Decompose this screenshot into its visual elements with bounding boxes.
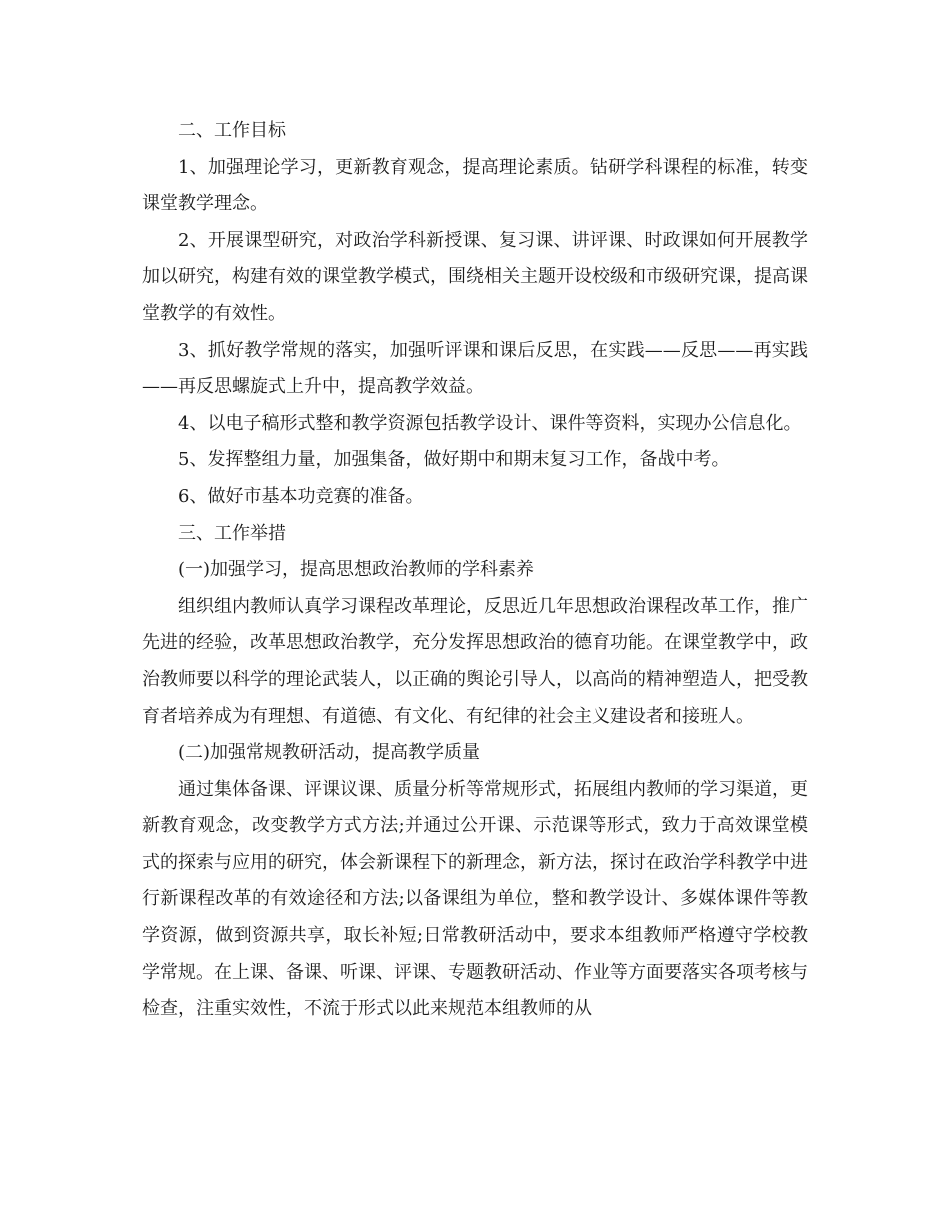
goal-item-2: 2、开展课型研究，对政治学科新授课、复习课、讲评课、时政课如何开展教学加以研究，构建有效的课堂教学模式，围绕相关主题开设校级和市级研究课，提高课堂教学的有效性。 bbox=[142, 229, 808, 324]
goal-item-4: 4、以电子稿形式整和教学资源包括教学设计、课件等资料，实现办公信息化。 bbox=[178, 412, 802, 434]
goal-item-3: 3、抓好教学常规的落实，加强听评课和课后反思，在实践——反思——再实践——再反思螺旋式上升中，提高教学效益。 bbox=[142, 339, 808, 398]
paragraph-research-details: 通过集体备课、评课议课、质量分析等常规形式，拓展组内教师的学习渠道，更新教育观念，改变教学方式方法;并通过公开课、示范课等形式，致力于高效课堂模式的探索与应用的研究，体会新课程下的新理念，新方法，探讨在政治学科教学中进行新课程改革的有效途径和方法;以备课组为单位，整和教学设计、多媒体课件等教学资源，做到资源共享，取长补短;日常教研活动中，要求本组教师严格遵守学校教学常规。在上课、备课、听课、评课、专题教研活动、作业等方面要落实各项考核与检查，注重实效性，不流于形式以此来规范本组教师的从 bbox=[142, 778, 808, 1020]
heading-work-measures: 三、工作举措 bbox=[178, 522, 286, 544]
goal-item-6: 6、做好市基本功竞赛的准备。 bbox=[178, 485, 424, 507]
document-body bbox=[142, 113, 808, 1028]
heading-work-goals: 二、工作目标 bbox=[178, 120, 286, 141]
subheading-teaching-research: (二)加强常规教研活动，提高教学质量 bbox=[178, 742, 481, 764]
goal-item-5: 5、发挥整组力量，加强集备，做好期中和期末复习工作，备战中考。 bbox=[178, 449, 730, 471]
goal-item-1: 1、加强理论学习，更新教育观念，提高理论素质。钻研学科课程的标准，转变课堂教学理念。 bbox=[142, 156, 808, 215]
subheading-strengthen-study: (一)加强学习，提高思想政治教师的学科素养 bbox=[178, 559, 535, 581]
paragraph-study-details: 组织组内教师认真学习课程改革理论，反思近几年思想政治课程改革工作，推广先进的经验，改革思想政治教学，充分发挥思想政治的德育功能。在课堂教学中，政治教师要以科学的理论武装人，以正确的舆论引导人，以高尚的精神塑造人，把受教育者培养成为有理想、有道德、有文化、有纪律的社会主义建设者和接班人。 bbox=[142, 595, 808, 727]
